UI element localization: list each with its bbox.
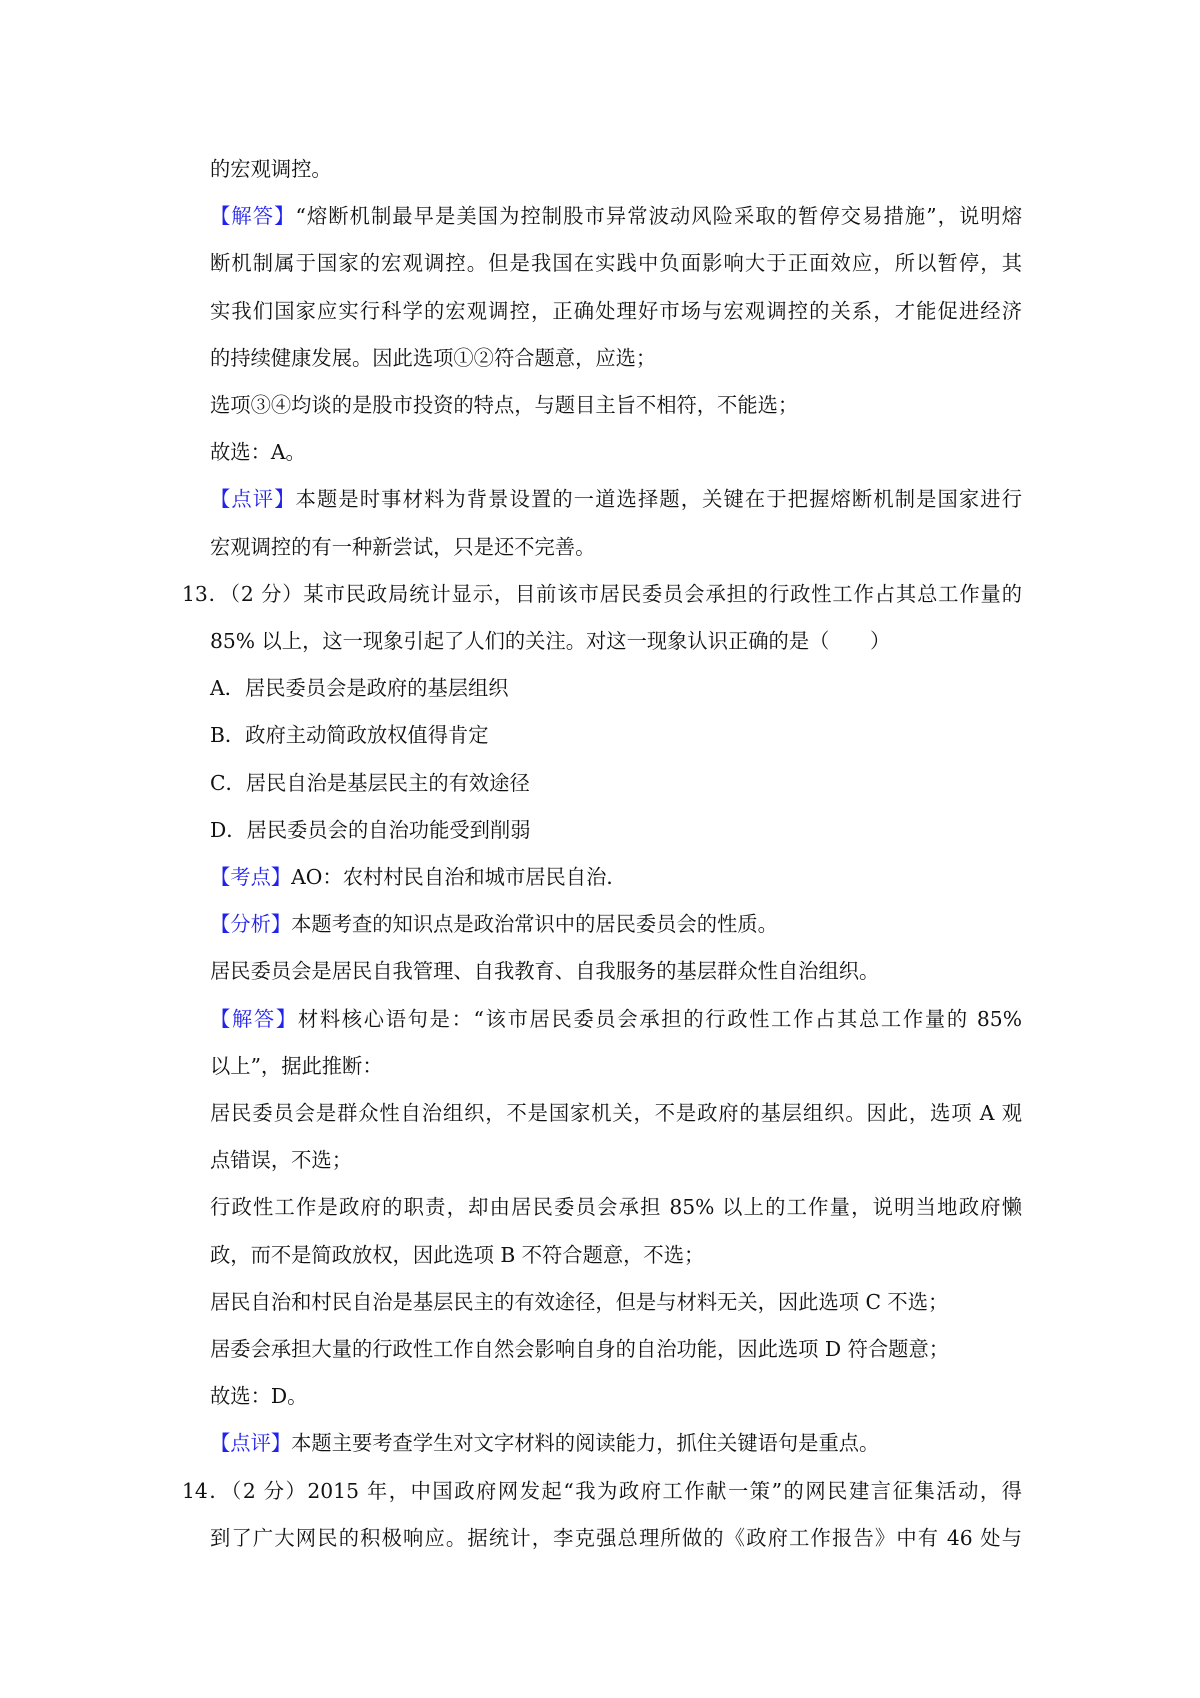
line-text: AO：农村村民自治和城市居民自治．	[291, 865, 627, 889]
text-line	[210, 807, 1022, 854]
line-text: 故选：D。	[210, 1384, 308, 1409]
line-text: 点错误，不选；	[210, 1148, 352, 1173]
line-text: “熔断机制最早是美国为控制股市异常波动风险采取的暂停交易措施”，说明熔	[295, 204, 1022, 229]
text-line	[210, 193, 1022, 240]
line-text: 行政性工作是政府的职责，却由居民委员会承担 85% 以上的工作量，说明当地政府懒	[210, 1195, 1022, 1220]
text-line	[210, 1090, 1022, 1137]
line-text: 实我们国家应实行科学的宏观调控，正确处理好市场与宏观调控的关系，才能促进经济	[210, 298, 1022, 323]
line-text: 本题主要考查学生对文字材料的阅读能力，抓住关键语句是重点。	[291, 1431, 880, 1456]
text-line	[210, 760, 1022, 807]
text-line	[210, 1137, 1022, 1184]
line-text: 故选：A。	[210, 440, 306, 465]
question-line	[182, 571, 1022, 618]
line-text: 居民自治和村民自治是基层民主的有效途径，但是与材料无关，因此选项 C 不选；	[210, 1289, 949, 1314]
text-line	[210, 618, 1022, 665]
line-text: 13．（2 分）某市民政局统计显示，目前该市居民委员会承担的行政性工作占其总工作量的	[182, 581, 1022, 606]
text-line	[210, 524, 1022, 571]
text-line	[210, 712, 1022, 759]
question-line	[182, 1468, 1022, 1515]
line-text: 到了广大网民的积极响应。据统计，李克强总理所做的《政府工作报告》中有 46 处与	[210, 1525, 1022, 1550]
line-text: 本题考查的知识点是政治常识中的居民委员会的性质。	[291, 912, 778, 937]
section-tag: 【解答】	[210, 204, 296, 229]
text-line	[210, 476, 1022, 523]
line-text: 居委会承担大量的行政性工作自然会影响自身的自治功能，因此选项 D 符合题意；	[210, 1337, 950, 1361]
text-line	[210, 901, 1022, 948]
text-line	[210, 1043, 1022, 1090]
text-line	[210, 146, 1022, 193]
section-tag: 【点评】	[210, 487, 296, 512]
line-text: 以上”，据此推断：	[210, 1053, 383, 1078]
line-text: 本题是时事材料为背景设置的一道选择题，关键在于把握熔断机制是国家进行	[295, 487, 1022, 512]
section-tag: 【解答】	[210, 1006, 298, 1031]
line-text: 断机制属于国家的宏观调控。但是我国在实践中负面影响大于正面效应，所以暂停，其	[210, 251, 1022, 276]
text-line	[210, 382, 1022, 429]
line-text: B．政府主动简政放权值得肯定	[210, 723, 489, 748]
line-text: 材料核心语句是：“该市居民委员会承担的行政性工作占其总工作量的 85%	[297, 1006, 1022, 1031]
text-line	[210, 1232, 1022, 1279]
section-tag: 【分析】	[210, 912, 292, 937]
text-line	[210, 429, 1022, 476]
line-text: 政，而不是简政放权，因此选项 B 不符合题意，不选；	[210, 1242, 705, 1267]
text-line	[210, 1184, 1022, 1231]
line-text: 居民委员会是居民自我管理、自我教育、自我服务的基层群众性自治组织。	[210, 959, 880, 984]
text-line	[210, 240, 1022, 287]
text-line	[210, 1420, 1022, 1467]
text-line	[210, 1326, 1022, 1373]
section-tag: 【考点】	[210, 865, 292, 889]
line-text: 85% 以上，这一现象引起了人们的关注。对这一现象认识正确的是（ ）	[210, 629, 891, 653]
line-text: 14．（2 分）2015 年，中国政府网发起“我为政府工作献一策”的网民建言征集活动，得	[182, 1478, 1022, 1503]
text-line	[210, 948, 1022, 995]
text-line	[210, 1279, 1022, 1326]
line-text: C．居民自治是基层民主的有效途径	[210, 770, 530, 795]
line-text: 选项③④均谈的是股市投资的特点，与题目主旨不相符，不能选；	[210, 393, 799, 417]
text-line	[210, 1373, 1022, 1420]
line-text: 的持续健康发展。因此选项①②符合题意，应选；	[210, 345, 657, 370]
line-text: 居民委员会是群众性自治组织，不是国家机关，不是政府的基层组织。因此，选项 A 观	[210, 1101, 1022, 1125]
line-text: 的宏观调控。	[210, 157, 332, 181]
text-line	[210, 996, 1022, 1043]
text-line	[210, 665, 1022, 712]
text-line	[210, 854, 1022, 901]
section-tag: 【点评】	[210, 1431, 292, 1456]
text-line	[210, 1515, 1022, 1562]
text-line	[210, 335, 1022, 382]
line-text: A．居民委员会是政府的基层组织	[210, 676, 509, 701]
text-line	[210, 288, 1022, 335]
line-text: D．居民委员会的自治功能受到削弱	[210, 817, 531, 842]
line-text: 宏观调控的有一种新尝试，只是还不完善。	[210, 534, 596, 559]
